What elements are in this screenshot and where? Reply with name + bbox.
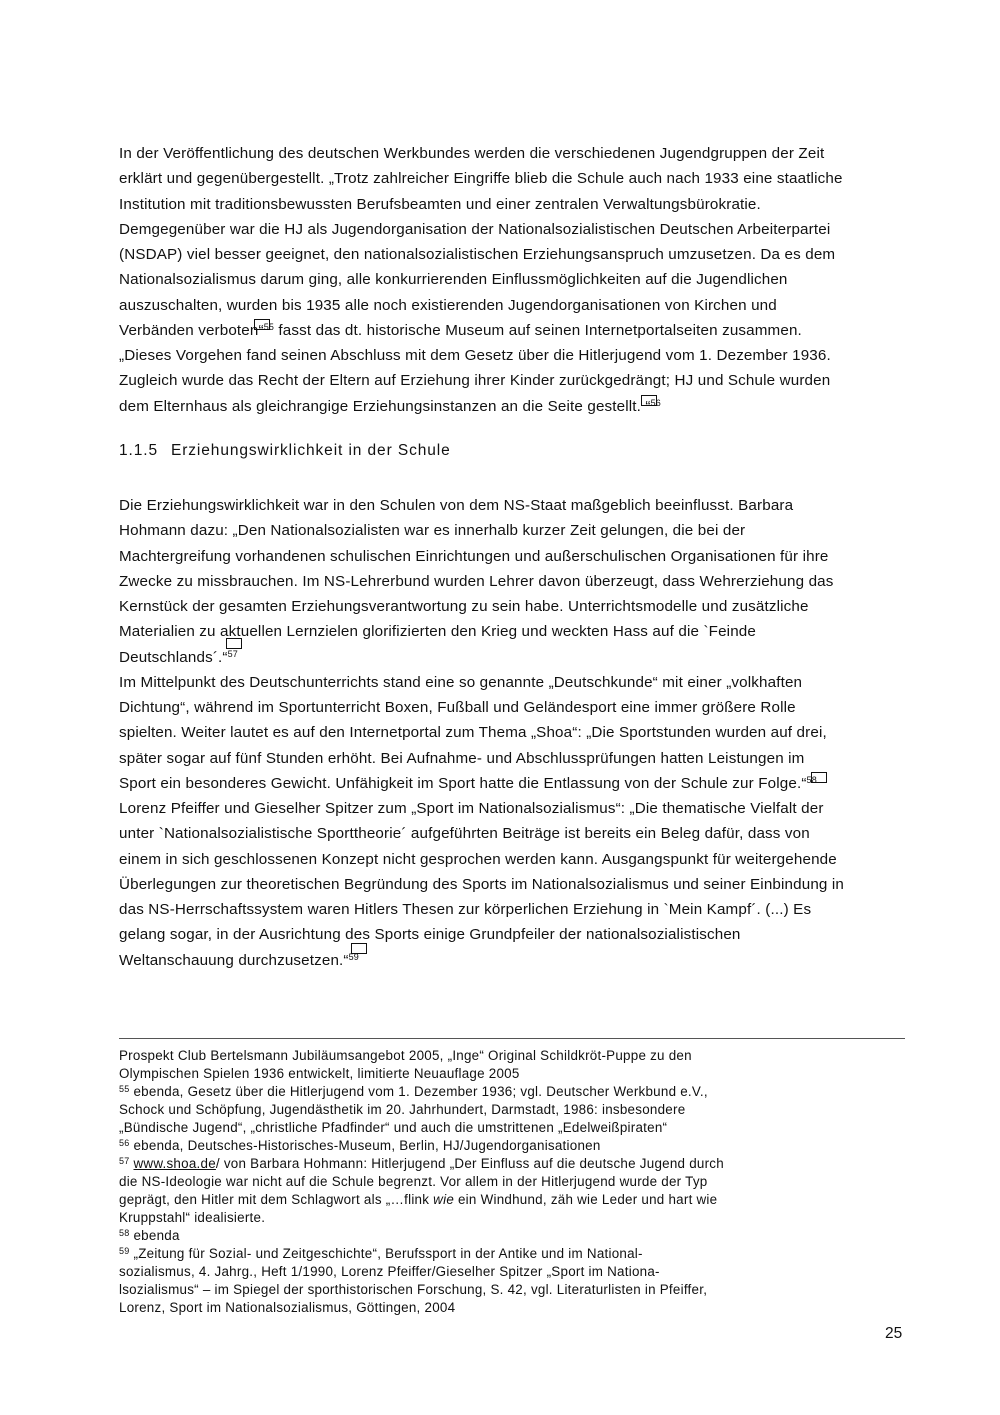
text-line: Demgegenüber war die HJ als Jugendorganisation der Nationalsozialistischen Deutschen Arbeiterpartei [119,220,831,238]
text-line: (NSDAP) viel besser geeignet, den nationalsozialistischen Erziehungsanspruch umzusetzen. Da es dem [119,246,836,263]
footnote-55: $^{55}$ ebenda, Gesetz über die Hitlerjugend vom 1. Dezember 1936; vgl. Deutscher Werkbund e.V., [119,1084,708,1099]
text-line: Lorenz Pfeiffer und Gieselher Spitzer zum „Sport im Nationalsozialismus“: „Die thematische Vielfalt der [119,800,824,817]
text-line: „Dieses Vorgehen fand seinen Abschluss mit dem Gesetz über die Hitlerjugend vom 1. Dezember 1936. [119,347,831,364]
paragraph-werkbund [119,141,909,419]
footnote-ref-55[interactable]: 55 [263,321,275,332]
footnote-line: geprägt, den Hitler mit dem Schlagwort als „…flink wie ein Windhund, zäh wie Leder und hart wie [119,1192,718,1207]
text-line: Überlegungen zur theoretischen Begründung des Sports im Nationalsozialismus und seiner Einbindung in [119,875,845,893]
text-line: auszuschalten, wurden bis 1935 alle noch existierenden Jugendorganisationen von Kirchen und [119,296,777,314]
text-line: Die Erziehungswirklichkeit war in den Schulen von dem NS-Staat maßgeblich beeinflusst. Barbara [119,497,794,514]
text-line: Deutschlands´.“ $^{57}$ [119,645,909,670]
text-line: dem Elternhaus als gleichrangige Erziehungsinstanzen an die Seite gestellt. “ $^{56}$ [119,394,909,419]
text-line: In der Veröffentlichung des deutschen Werkbundes werden die verschiedenen Jugendgruppen der Zeit [119,145,825,162]
footnote-line: die NS-Ideologie war nicht auf die Schule begrenzt. Vor allem in der Hitlerjugend wurde der Typ [119,1174,708,1189]
footnote-56: $^{56}$ ebenda, Deutsches-Historisches-Museum, Berlin, HJ/Jugendorganisationen [119,1138,601,1153]
text-line: einem in sich geschlossenen Konzept nicht gesprochen werden kann. Ausgangspunkt für weitergehende [119,850,837,868]
footnote-number: 58 [119,1228,130,1238]
footnote-line: Olympischen Spielen 1936 entwickelt, limitierte Neuauflage 2005 [119,1066,520,1081]
text-line: gelang sogar, in der Ausrichtung des Sports einige Grundpfeiler der nationalsozialistischen [119,926,741,944]
text-line: Hohmann dazu: „Den Nationalsozialisten war es innerhalb kurzer Zeit gelungen, die bei der [119,522,746,540]
section-body [119,493,909,973]
text-line: Verbänden verboten“ $^{55}$ fasst das dt. historische Museum auf seinen Internetportalseiten zusammen. [119,318,909,343]
footnote-number: 59 [119,1246,130,1256]
footnote-line: Schock und Schöpfung, Jugendästhetik im 20. Jahrhundert, Darmstadt, 1986: insbesondere [119,1102,686,1117]
footnote-separator [119,1038,905,1039]
text-line: später sogar auf fünf Stunden erhöht. Bei Aufnahme- und Abschlussprüfungen hatten Leistungen im [119,749,805,767]
section-heading [119,442,451,460]
text-line: Machtergreifung vorhandenen schulischen Einrichtungen und außerschulischen Organisationen für ihre [119,547,829,565]
footnote-57: $^{57}$ www.shoa.de/ von Barbara Hohmann: Hitlerjugend „Der Einfluss auf die deutsche Jugend durch [119,1156,724,1171]
footnote-number: 56 [119,1138,130,1148]
section-number: 1.1.5 [119,442,158,459]
footnote-number: 55 [119,1084,130,1094]
footnote-ref-59[interactable]: 59 [348,951,359,962]
footnote-ref-58[interactable]: 58 [806,774,817,785]
text-line: spielten. Weiter lautet es auf den Internetportal zum Thema „Shoa“: „Die Sportstunden wurden auf drei, [119,724,827,742]
text-line: Zwecke zu missbrauchen. Im NS-Lehrerbund wurden Lehrer davon überzeugt, dass Wehrerziehung das [119,572,834,590]
footnote-line: Kruppstahl“ idealisierte. [119,1210,266,1225]
text-line: Dichtung“, während im Sportunterricht Boxen, Fußball und Geländesport eine immer größere Rolle [119,699,796,716]
footnote-58: $^{58}$ ebenda [119,1228,180,1243]
section-title: Erziehungswirklichkeit in der Schule [170,442,451,459]
text-line: Materialien zu aktuellen Lernzielen glorifizierten den Krieg und weckten Hass auf die `Feinde [119,623,756,641]
page-number: 25 [885,1325,903,1342]
footnote-line: lsozialismus“ – im Spiegel der sporthistorischen Forschung, S. 42, vgl. Literaturlisten in Pfeiffer, [119,1282,708,1297]
shoa-link[interactable]: www.shoa.de [133,1156,216,1171]
text-line: unter `Nationalsozialistische Sporttheorie´ aufgeführten Beiträge ist bereits ein Beleg dafür, dass von [119,825,810,843]
text-line: das NS-Herrschaftssystem waren Hitlers Thesen zur körperlichen Erziehung in `Mein Kampf´. (...) Es [119,901,812,918]
footnote-ref-57[interactable]: 57 [227,648,238,659]
text-line: Im Mittelpunkt des Deutschunterrichts stand eine so genannte „Deutschkunde“ mit einer „volkhaften [119,673,803,691]
text-line: Kernstück der gesamten Erziehungsverantwortung zu sein habe. Unterrichtsmodelle und zusätzliche [119,598,809,615]
text-line: Institution mit traditionsbewussten Berufsbeamten und einer zentralen Verwaltungsbürokratie. [119,195,761,213]
footnote-line: Lorenz, Sport im Nationalsozialismus, Göttingen, 2004 [119,1300,456,1315]
footnotes [119,1047,909,1317]
text-line: Nationalsozialismus darum ging, alle konkurrierenden Einflussmöglichkeiten auf die Jugendlichen [119,271,788,289]
footnote-line: „Bündische Jugend“, „christliche Pfadfinder“ und auch die umstrittenen „Edelweißpiraten“ [119,1120,668,1135]
footnote-line: Prospekt Club Bertelsmann Jubiläumsangebot 2005, „Inge“ Original Schildkröt-Puppe zu den [119,1048,692,1063]
footnote-ref-56[interactable]: 56 [650,397,661,408]
text-line: Zugleich wurde das Recht der Eltern auf Erziehung ihrer Kinder zurückgedrängt; HJ und Schule wurden [119,372,831,390]
text-line: erklärt und gegenübergestellt. „Trotz zahlreicher Eingriffe blieb die Schule auch nach 1933 eine staatliche [119,170,843,188]
text-line: Sport ein besonderes Gewicht. Unfähigkeit im Sport hatte die Entlassung von der Schule zur Folge.“ $^{58}$ [119,771,909,796]
footnote-number: 57 [119,1156,130,1166]
footnote-59: $^{59}$ „Zeitung für Sozial- und Zeitgeschichte“, Berufssport in der Antike und im National- [119,1246,643,1261]
text-line: Weltanschauung durchzusetzen.“ $^{59}$ [119,948,909,973]
footnote-line: sozialismus, 4. Jahrg., Heft 1/1990, Lorenz Pfeiffer/Gieselher Spitzer „Sport im Nationa- [119,1264,660,1279]
